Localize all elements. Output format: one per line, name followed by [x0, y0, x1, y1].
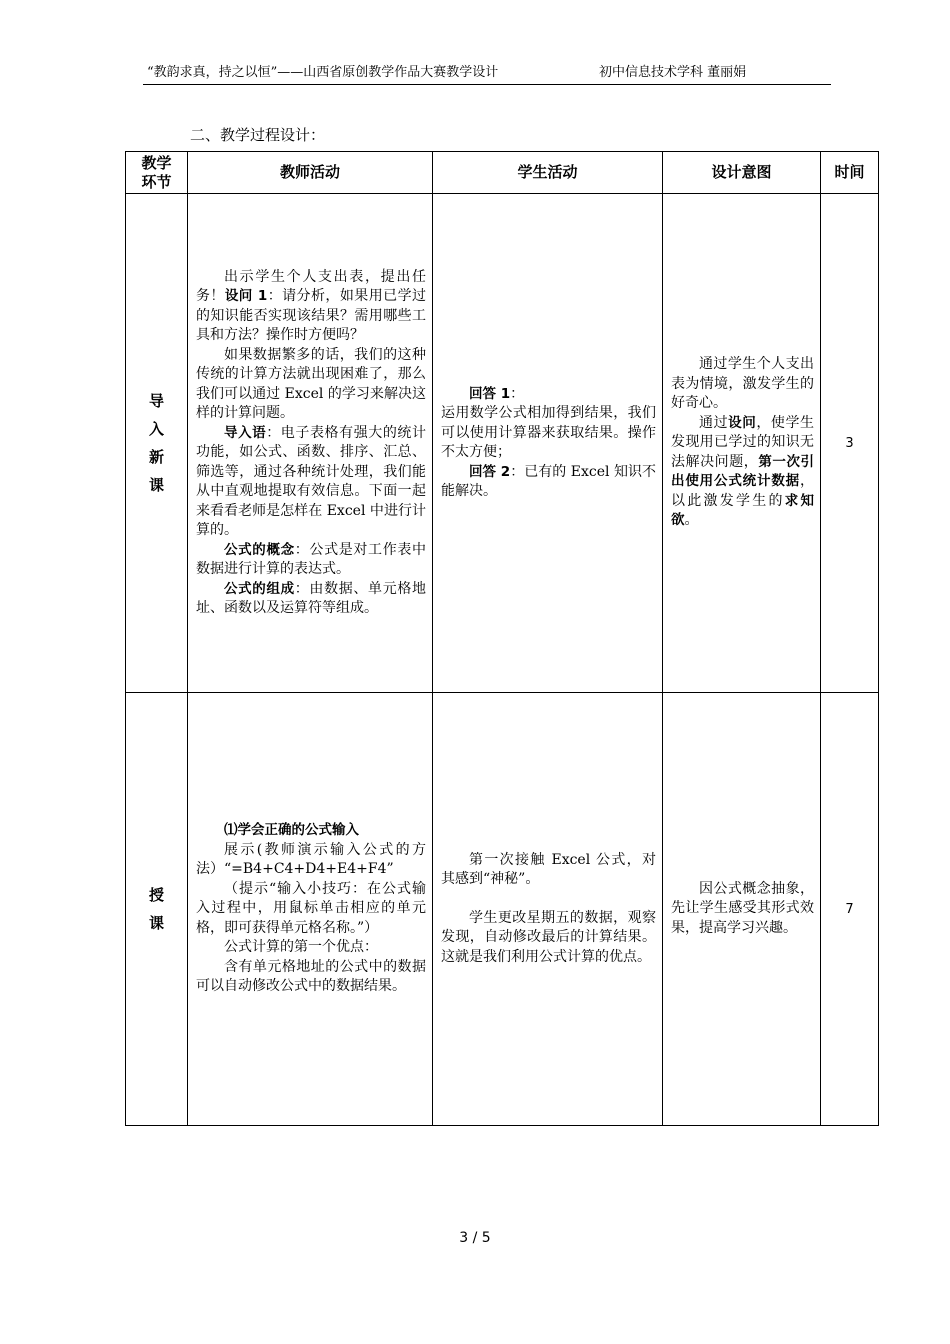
- header-title: “教韵求真，持之以恒”——山西省原创教学作品大赛教学设计: [147, 65, 499, 80]
- teaching-process-table: [125, 151, 879, 1126]
- teacher-activity-lecture: ⑴学会正确的公式输入 展示(教师演示输入公式的方法）“=B4+C4+D4+E4+F4” （提示“输入小技巧：在公式输入过程中，用鼠标单击相应的单元格，即可获得单元格名称。”） 公式计算的第一个优点： 含有单元格地址的公式中的数据可以自动修改公式中的数据结果。: [188, 693, 433, 1126]
- table-row: [126, 194, 879, 693]
- header-student: 学生活动: [433, 152, 663, 194]
- teacher-activity-intro: 出示学生个人支出表，提出任务！设问 1：请分析，如果用已学过的知识能否实现该结果？需用哪些工具和方法？操作时方便吗？ 如果数据繁多的话，我们的这种传统的计算方法就出现困难了，那么我们可以通过 Excel 的学习来解决这样的计算问题。 导入语：电子表格有强大的统计功能，如公式、函数、排序、汇总、筛选等，通过各种统计处理，我们能从中直观地提取有效信息。下面一起来看看老师是怎样在 Excel 中进行计算的。 公式的概念：公式是对工作表中数据进行计算的表达式。 公式的组成：由数据、单元格地址、函数以及运算符等组成。: [188, 194, 433, 693]
- page-number: 3 / 5: [459, 1230, 491, 1246]
- table-header-row: [126, 152, 879, 194]
- time-intro: 3: [821, 194, 879, 693]
- table-row: [126, 693, 879, 1126]
- stage-intro: 导 入 新 课: [126, 194, 188, 693]
- page-header: [143, 62, 831, 85]
- stage-lecture: 授 课: [126, 693, 188, 1126]
- header-author: 初中信息技术学科 董丽娟: [599, 65, 747, 80]
- header-teacher: 教师活动: [188, 152, 433, 194]
- student-activity-intro: 回答 1： 运用数学公式相加得到结果，我们可以使用计算器来获取结果。操作不太方便； 回答 2：已有的 Excel 知识不能解决。: [433, 194, 663, 693]
- header-stage: 教学环节: [126, 152, 188, 194]
- header-time: 时间: [821, 152, 879, 194]
- time-lecture: 7: [821, 693, 879, 1126]
- design-intent-lecture: 因公式概念抽象，先让学生感受其形式效果，提高学习兴趣。: [663, 693, 821, 1126]
- student-activity-lecture: 第一次接触 Excel 公式，对其感到“神秘”。 学生更改星期五的数据，观察发现，自动修改最后的计算结果。这就是我们利用公式计算的优点。: [433, 693, 663, 1126]
- design-intent-intro: 通过学生个人支出表为情境，激发学生的好奇心。 通过设问，使学生发现用已学过的知识无法解决问题，第一次引出使用公式统计数据，以此激发学生的求知欲。: [663, 194, 821, 693]
- section-title: 二、教学过程设计：: [190, 126, 326, 144]
- header-intent: 设计意图: [663, 152, 821, 194]
